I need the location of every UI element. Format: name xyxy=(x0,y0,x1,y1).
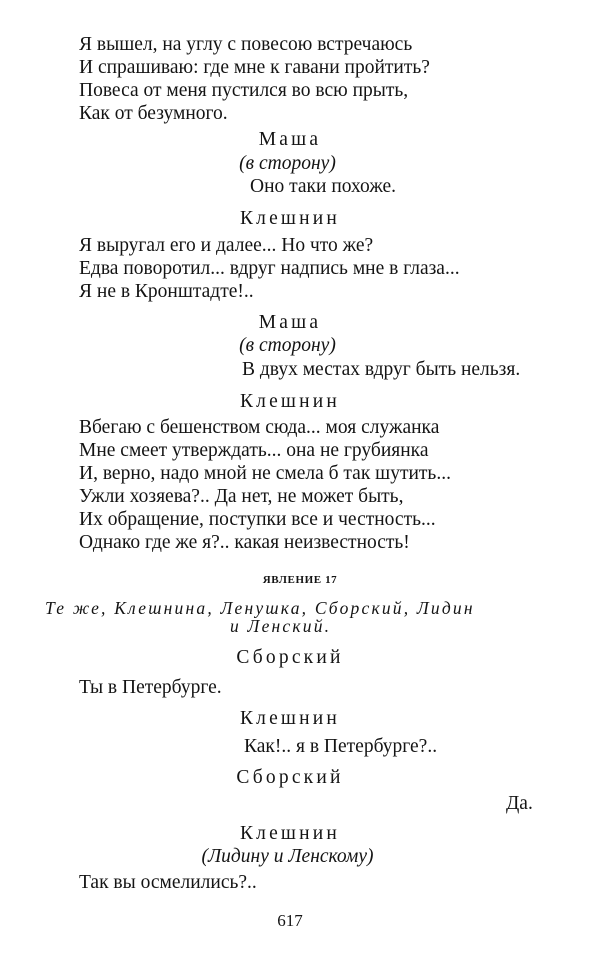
speaker-name: Маша xyxy=(258,129,322,150)
stage-direction: (Лидину и Ленскому) xyxy=(201,846,374,867)
verse-line: Однако где же я?.. какая неизвестность! xyxy=(79,532,410,553)
verse-line: Как от безумного. xyxy=(79,103,228,124)
verse-line: Оно таки похоже. xyxy=(250,176,397,197)
cast-list: и Ленский. xyxy=(230,616,332,636)
verse-line: Ужли хозяева?.. Да нет, не может быть, xyxy=(79,486,404,507)
speaker-name: Маша xyxy=(258,312,322,333)
verse-line: Ты в Петербурге. xyxy=(79,677,222,698)
verse-line: Я вышел, на углу с повесою встречаюсь xyxy=(79,34,413,55)
verse-line: Едва поворотил... вдруг надпись мне в глаза... xyxy=(79,258,460,279)
verse-line: Так вы осмелились?.. xyxy=(79,872,257,893)
verse-line: Как!.. я в Петербурге?.. xyxy=(244,736,438,757)
speaker-name: Клешнин xyxy=(239,208,341,229)
verse-line: В двух местах вдруг быть нельзя. xyxy=(242,359,521,380)
verse-line: И спрашиваю: где мне к гавани пройтить? xyxy=(79,57,430,78)
speaker-name: Клешнин xyxy=(239,823,341,844)
speaker-name: Клешнин xyxy=(239,391,341,412)
verse-line: Их обращение, поступки все и честность... xyxy=(79,509,436,530)
verse-line: Мне смеет утверждать... она не грубиянка xyxy=(79,440,429,461)
scene-heading: ЯВЛЕНИЕ 17 xyxy=(262,574,338,586)
verse-line: Я не в Кронштадте!.. xyxy=(79,281,254,302)
speaker-name: Клешнин xyxy=(239,708,341,729)
verse-line: Вбегаю с бешенством сюда... моя служанка xyxy=(79,417,440,438)
verse-line: Я выругал его и далее... Но что же? xyxy=(79,235,374,256)
verse-line: Повеса от меня пустился во всю прыть, xyxy=(79,80,409,101)
stage-direction: (в сторону) xyxy=(239,335,336,356)
stage-direction: (в сторону) xyxy=(239,153,336,174)
page-number: 617 xyxy=(277,911,303,930)
speaker-name: Сборский xyxy=(236,767,344,788)
verse-line: И, верно, надо мной не смела б так шутить... xyxy=(79,463,451,484)
speaker-name: Сборский xyxy=(236,647,344,668)
verse-line: Да. xyxy=(506,793,533,814)
cast-list: Те же, Клешнина, Ленушка, Сборский, Лидин xyxy=(45,598,475,618)
